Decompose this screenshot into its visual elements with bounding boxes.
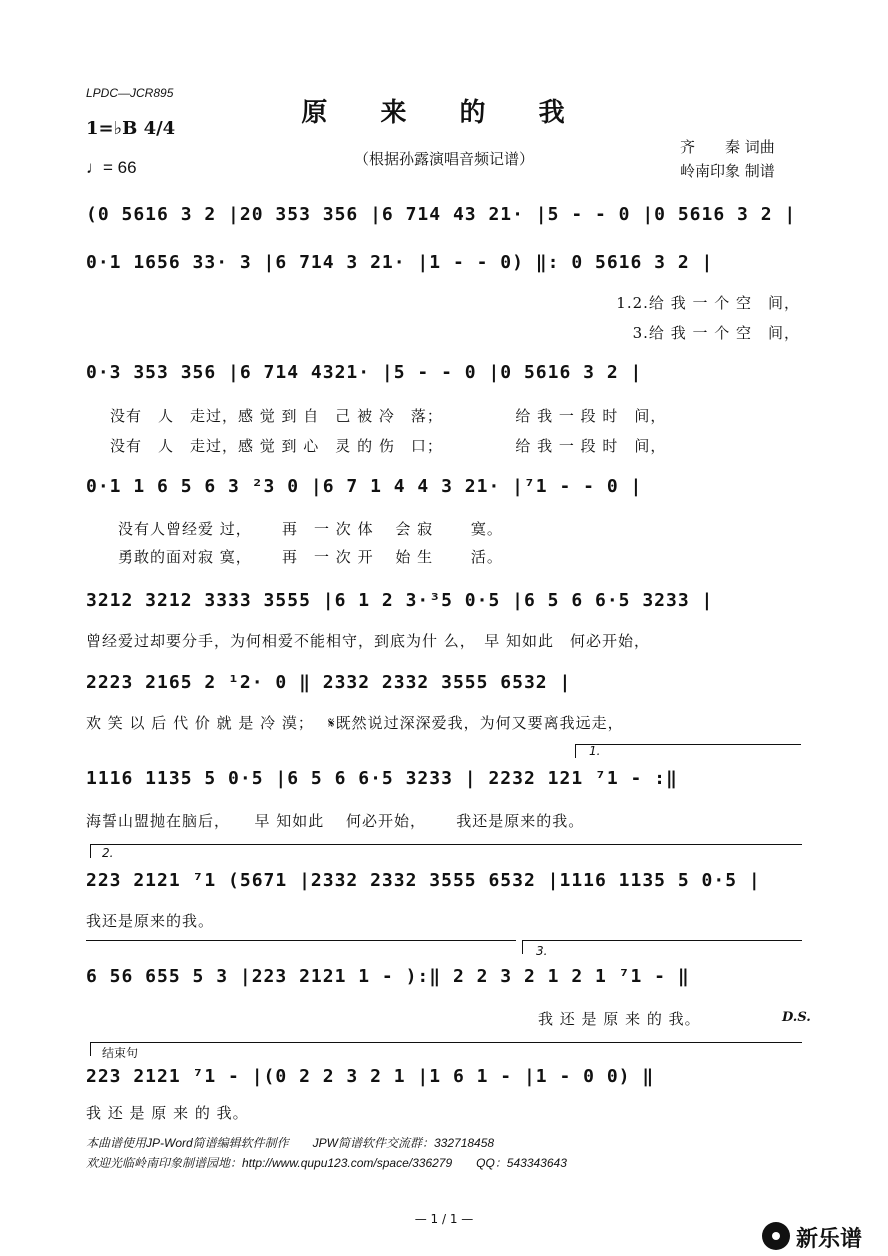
key-signature: 1=♭B 4/4 (86, 118, 176, 139)
lyric-line-5: 曾经爱过却要分手，为何相爱不能相守，到底为什 么， 早 知如此 何必开始， (86, 632, 651, 650)
lyric-line-3b: 没有 人 走过，感 觉 到 心 灵 的 伤 口； 给 我 一 段 时 间， (110, 437, 667, 455)
composer-credit: 齐 秦 词曲 (680, 138, 775, 156)
volta-1-label: 1. (589, 744, 601, 758)
lyric-line-7: 海誓山盟抛在脑后， 早 知如此 何必开始， 我还是原来的我。 (86, 812, 585, 830)
record-disc-icon (762, 1222, 790, 1250)
score-line-2: 0·1 1656 33· 3 |6 714 3 21· |1 - - 0) ‖: 0 5616 3 2 | (86, 252, 714, 273)
lyric-verse-12-intro: 1.2.给 我 一 个 空 间， (616, 294, 800, 312)
dal-segno-marking: D.S. (782, 1010, 811, 1025)
page-number: — 1 / 1 — (414, 1212, 474, 1226)
volta-3-bracket-edge (522, 940, 523, 954)
footer-software-note: 本曲谱使用JP-Word简谱编辑软件制作 JPW简谱软件交流群：332718458 (86, 1136, 495, 1150)
score-line-4: 0·1 1 6 5 6 3 ²3 0 |6 7 1 4 4 3 21· |⁷1 - - 0 | (86, 476, 643, 497)
volta-3-label: 3. (536, 944, 548, 958)
score-line-1: (0 5616 3 2 |20 353 356 |6 714 43 21· |5 - - 0 |0 5616 3 2 | (86, 204, 797, 225)
volta-1-bracket (575, 744, 801, 745)
score-line-9: 6 56 655 5 3 |223 2121 1 - ):‖ 2 2 3 2 1 2 1 ⁷1 - ‖ (86, 966, 690, 987)
lyric-line-6: 欢 笑 以 后 代 价 就 是 冷 漠； 𝄋既然说过深深爱我，为何又要离我远走， (86, 714, 624, 732)
lyric-line-4b: 勇敢的面对寂 寞， 再 一 次 开 始 生 活。 (118, 548, 503, 566)
tempo-marking: ♩= 66 (86, 158, 137, 177)
lyric-verse-3-intro: 3.给 我 一 个 空 间， (632, 324, 800, 342)
score-line-8: 223 2121 ⁷1 (5671 |2332 2332 3555 6532 |1116 1135 5 0·5 | (86, 870, 761, 891)
score-line-10: 223 2121 ⁷1 - |(0 2 2 3 2 1 |1 6 1 - |1 - 0 0) ‖ (86, 1066, 655, 1087)
lyric-line-9: 我 还 是 原 来 的 我。 (538, 1010, 701, 1028)
arranger-credit: 岭南印象 制谱 (680, 162, 775, 180)
score-line-6: 2223 2165 2 ¹2· 0 ‖ 2332 2332 3555 6532 | (86, 672, 572, 693)
ending-bracket-edge (90, 1042, 91, 1056)
score-code: LPDC—JCR895 (86, 86, 174, 100)
score-line-5: 3212 3212 3333 3555 |6 1 2 3·³5 0·5 |6 5 6 6·5 3233 | (86, 590, 714, 611)
ending-label: 结束句 (102, 1046, 139, 1060)
lyric-line-8: 我还是原来的我。 (86, 912, 215, 930)
volta-2-bracket (90, 844, 802, 845)
volta-1-bracket-edge (575, 744, 576, 758)
lyric-line-4a: 没有人曾经爱 过， 再 一 次 体 会 寂 寞。 (118, 520, 503, 538)
page-title: 原 来 的 我 (301, 98, 587, 128)
page-subtitle: （根据孙露演唱音频记谱） (353, 150, 534, 168)
lyric-line-3a: 没有 人 走过，感 觉 到 自 己 被 冷 落； 给 我 一 段 时 间， (110, 407, 667, 425)
volta-2-continuation (86, 940, 516, 941)
score-line-7: 1116 1135 5 0·5 |6 5 6 6·5 3233 | 2232 121 ⁷1 - :‖ (86, 768, 678, 789)
volta-3-bracket (522, 940, 802, 941)
site-logo-text: 新乐谱 (796, 1227, 863, 1252)
ending-bracket (90, 1042, 802, 1043)
volta-2-bracket-edge (90, 844, 91, 858)
volta-2-label: 2. (102, 846, 114, 860)
lyric-line-10: 我 还 是 原 来 的 我。 (86, 1104, 249, 1122)
site-logo (762, 1220, 882, 1252)
footer-website-note: 欢迎光临岭南印象制谱园地：http://www.qupu123.com/space/336279 QQ：543343643 (86, 1156, 567, 1170)
score-line-3: 0·3 353 356 |6 714 4321· |5 - - 0 |0 5616 3 2 | (86, 362, 643, 383)
